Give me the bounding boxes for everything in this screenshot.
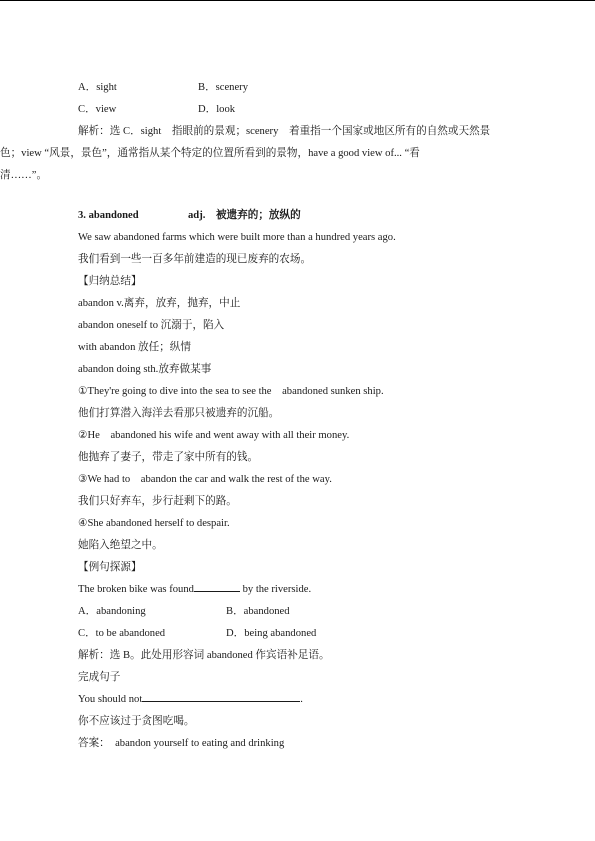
q1-analysis-line1: 解析：选 C．sight 指眼前的景观；scenery 着重指一个国家或地区所有的自然或天然景	[78, 126, 491, 137]
complete-prompt-before: You should not	[78, 694, 143, 705]
example-zh: 他抛弃了妻子，带走了家中所有的钱。	[78, 452, 259, 463]
summary-title: 【归纳总结】	[78, 276, 142, 287]
complete-prompt	[78, 689, 548, 711]
source-analysis: 解析：选 B。此处用形容词 abandoned 作宾语补足语。	[78, 650, 330, 661]
q1-options-row1	[78, 77, 548, 99]
summary-item: abandon oneself to 沉溺于，陷入	[78, 320, 225, 331]
entry-pos-definition: adj. 被遗弃的；放纵的	[188, 210, 301, 221]
complete-answer: 答案： abandon yourself to eating and drinking	[78, 738, 285, 749]
source-question	[78, 579, 548, 601]
answer-blank	[142, 690, 300, 702]
q1-analysis-line3	[0, 165, 548, 187]
example-en: ④She abandoned herself to despair.	[78, 518, 230, 529]
source-options-row1	[78, 601, 548, 623]
entry-word: 3. abandoned	[78, 210, 139, 221]
complete-prompt-after: .	[300, 694, 303, 705]
entry-headword	[78, 205, 548, 227]
complete-title: 完成句子	[78, 672, 121, 683]
document-body	[0, 77, 548, 755]
q1-options-row2	[78, 99, 548, 121]
q1-analysis-line2	[0, 143, 548, 165]
summary-item: abandon v.离弃，放弃，抛弃，中止	[78, 298, 241, 309]
option-c: C．view	[78, 104, 117, 115]
option-a: A．abandoning	[78, 606, 146, 617]
source-options-row2	[78, 623, 548, 645]
entry-example-en: We saw abandoned farms which were built more than a hundred years ago.	[78, 232, 396, 243]
source-question-before: The broken bike was found	[78, 584, 194, 595]
example-zh: 他们打算潜入海洋去看那只被遗弃的沉船。	[78, 408, 280, 419]
entry-example-zh: 我们看到一些一百多年前建造的现已废弃的农场。	[78, 254, 312, 265]
source-question-after: by the riverside.	[239, 584, 312, 595]
summary-item: with abandon 放任；纵情	[78, 342, 191, 353]
example-zh: 她陷入绝望之中。	[78, 540, 163, 551]
example-zh: 我们只好弃车，步行赶剩下的路。	[78, 496, 237, 507]
source-title: 【例句探源】	[78, 562, 142, 573]
example-en: ②He abandoned his wife and went away with all their money.	[78, 430, 350, 441]
example-en: ③We had to abandon the car and walk the rest of the way.	[78, 474, 332, 485]
q1-analysis-line3-text: 清……”。	[0, 170, 48, 181]
option-a: A．sight	[78, 82, 117, 93]
example-en: ①They're going to dive into the sea to see the abandoned sunken ship.	[78, 386, 384, 397]
answer-blank	[194, 580, 240, 592]
option-d: D．look	[198, 104, 236, 115]
option-b: B．scenery	[198, 82, 249, 93]
top-rule	[0, 0, 595, 1]
option-c: C．to be abandoned	[78, 628, 166, 639]
complete-translation: 你不应该过于贪图吃喝。	[78, 716, 195, 727]
summary-item: abandon doing sth.放弃做某事	[78, 364, 212, 375]
q1-analysis-line2-text: 色；view “风景，景色”，通常指从某个特定的位置所看到的景物，have a good view of... “看	[0, 148, 420, 159]
option-d: D．being abandoned	[226, 628, 317, 639]
option-b: B．abandoned	[226, 606, 290, 617]
